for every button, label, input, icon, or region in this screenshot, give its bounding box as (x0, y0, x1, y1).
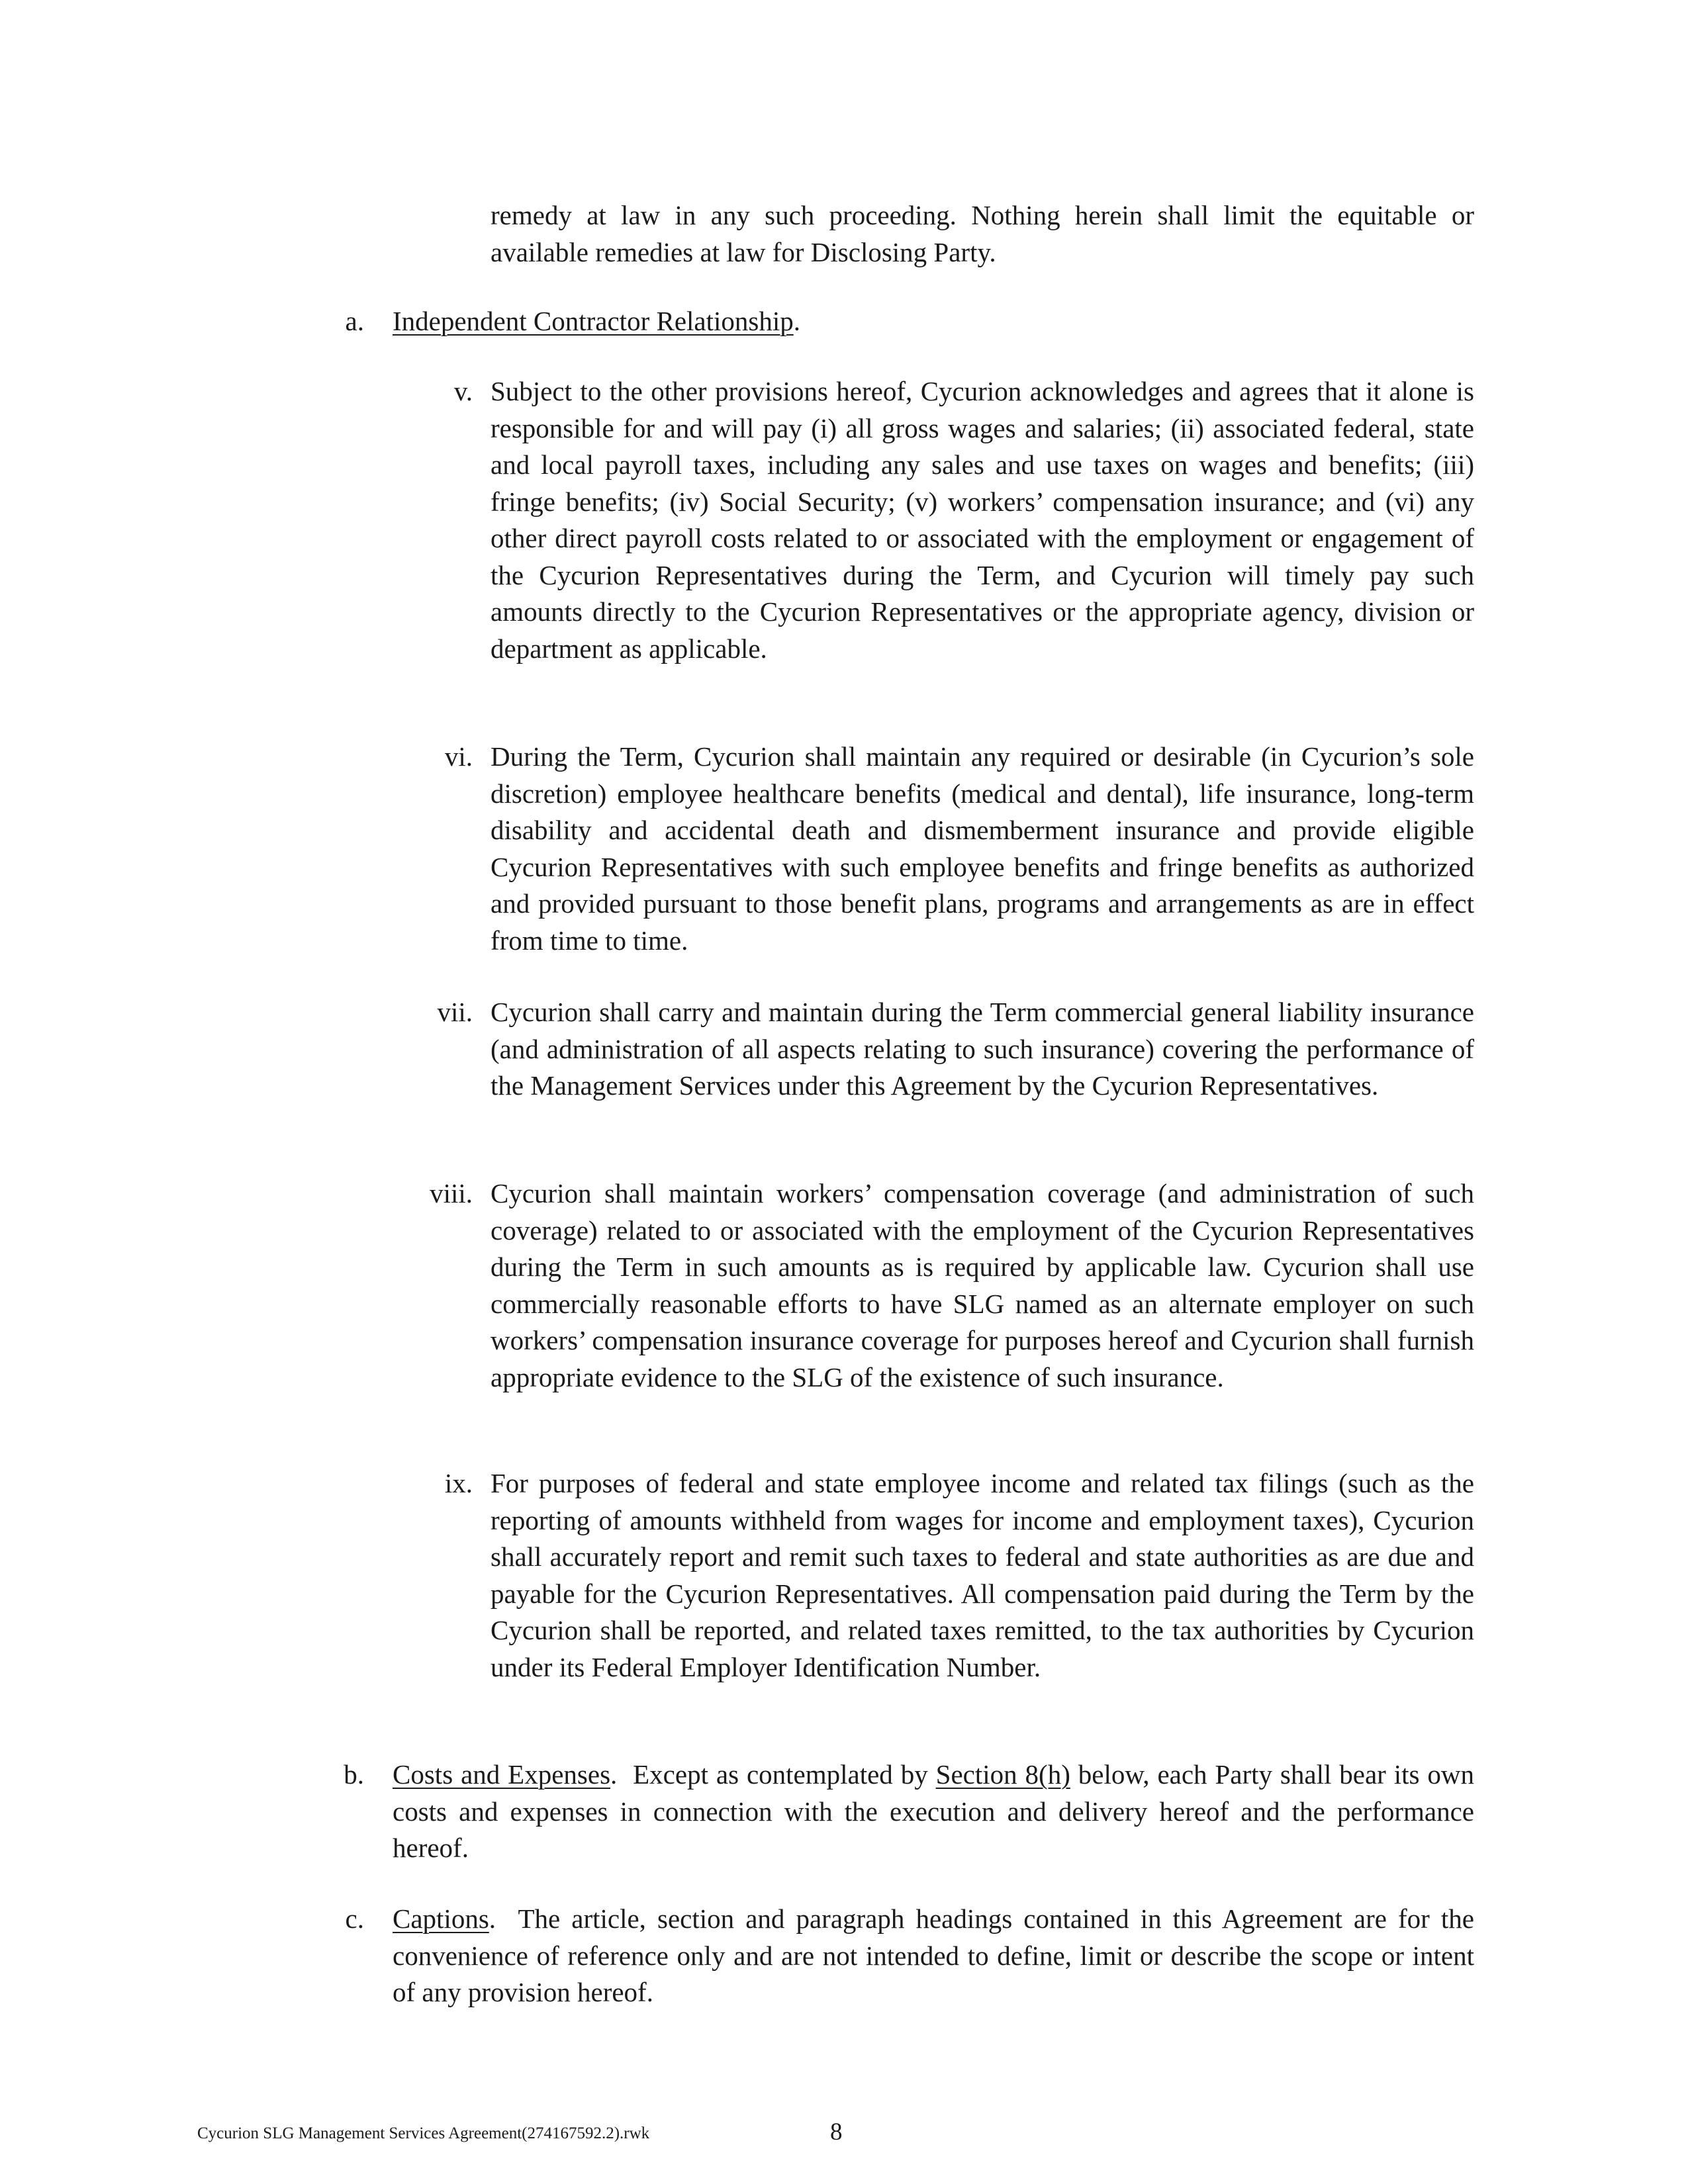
section-a-marker: a. (345, 306, 364, 336)
item-viii-marker: viii. (430, 1178, 473, 1208)
section-c-body: The article, section and paragraph headings contained in this Agreement are for the convenience of reference only and are not intended to define, limit or describe the scope or intent of any provision hereof. (393, 1903, 1474, 2007)
item-ix-text: For purposes of federal and state employee income and related tax filings (such as the reporting of amounts withheld from wages for income and employment taxes), Cycurion shall accurately report and remit such taxes to federal and state authorities as are due and payable for the Cycurion Representatives. All compensation paid during the Term by the Cycurion shall be reported, and related taxes remitted, to the tax authorities by Cycurion under its Federal Employer Identification Number. (491, 1468, 1474, 1682)
section-a-heading-text: Independent Contractor Relationship (393, 306, 794, 336)
continuation-paragraph: remedy at law in any such proceeding. Nothing herein shall limit the equitable or available remedies at law for Disclosing Party. (491, 200, 1474, 267)
item-vi-text: During the Term, Cycurion shall maintain any required or desirable (in Cycurion’s sole discretion) employee healthcare benefits (medical and dental), life insurance, long-term disability and accidental death and dismemberment insurance and provide eligible Cycurion Representatives with such employee benefits and fringe benefits as authorized and provided pursuant to those benefit plans, programs and arrangements as are in effect from time to time. (491, 741, 1474, 956)
item-ix-marker: ix. (444, 1468, 473, 1498)
item-v-text: Subject to the other provisions hereof, Cycurion acknowledges and agrees that it alone is responsible for and will pay (i) all gross wages and salaries; (ii) associated federal, state and local payroll taxes, including any sales and use taxes on wages and benefits; (iii) fringe benefits; (iv) Social Security; (v) workers’ compensation insurance; and (vi) any other direct payroll costs related to or associated with the employment or engagement of the Cycurion Representatives during the Term, and Cycurion will timely pay such amounts directly to the Cycurion Representatives or the appropriate agency, division or department as applicable. (491, 376, 1474, 664)
section-c-text: Captions. The article, section and paragraph headings contained in this Agreement are for the convenience of reference only and are not intended to define, limit or describe the scope or intent of any provision hereof. (393, 1903, 1474, 2007)
section-b-text-before: Except as contemplated by (633, 1759, 928, 1790)
item-vii-marker: vii. (437, 997, 473, 1027)
item-viii-text: Cycurion shall maintain workers’ compensation coverage (and administration of such coverage) related to or associated with the employment of the Cycurion Representatives during the Term in such amounts as is required by applicable law. Cycurion shall use commercially reasonable efforts to have SLG named as an alternate employer on such workers’ compensation insurance coverage for purposes hereof and Cycurion shall furnish appropriate evidence to the SLG of the existence of such insurance. (491, 1178, 1474, 1392)
item-vii-text: Cycurion shall carry and maintain during the Term commercial general liability insurance (and administration of all aspects relating to such insurance) covering the performance of the Management Services under this Agreement by the Cycurion Representatives. (491, 997, 1474, 1101)
section-8h-link[interactable]: Section 8(h) (935, 1759, 1070, 1790)
section-b-heading: Costs and Expenses (393, 1759, 611, 1790)
section-c-heading: Captions (393, 1903, 489, 1934)
item-v-marker: v. (453, 376, 473, 406)
section-c-marker: c. (345, 1903, 364, 1934)
section-b-text-after: below, each Party shall bear its own costs and expenses in connection with the execution and delivery hereof and the performance hereof. (393, 1759, 1475, 1863)
page-number: 8 (830, 2118, 843, 2146)
section-a-heading: Independent Contractor Relationship. (393, 306, 800, 336)
section-b-text: Costs and Expenses. Except as contemplated by Section 8(h) below, each Party shall bear its own costs and expenses in connection with the execution and delivery hereof and the performance hereof. (393, 1759, 1475, 1863)
section-b-marker: b. (344, 1759, 364, 1790)
item-vi-marker: vi. (444, 741, 473, 772)
footer-filename: Cycurion SLG Management Services Agreement(274167592.2).rwk (197, 2124, 650, 2142)
